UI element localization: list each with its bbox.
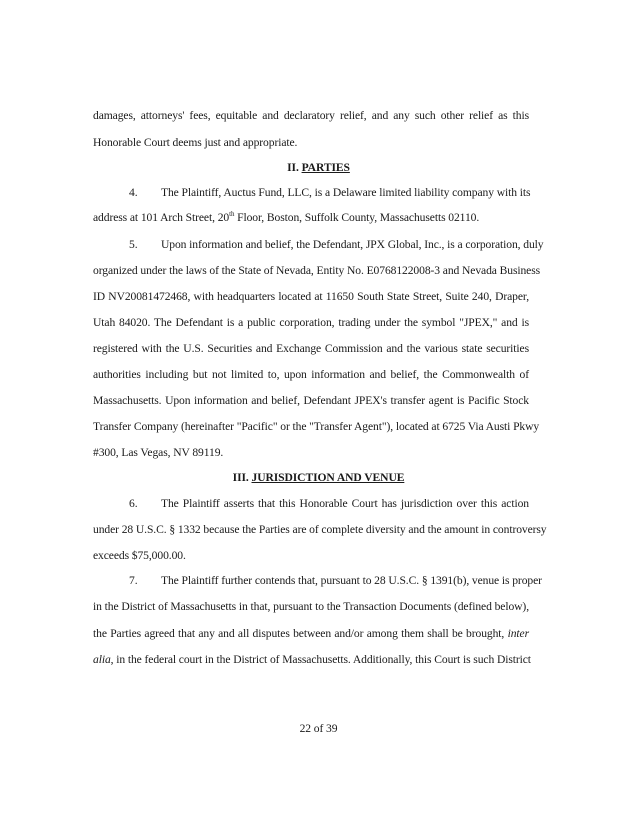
paragraph-number: 5. (129, 238, 138, 251)
intro-line-2: Honorable Court deems just and appropriate. (93, 136, 298, 149)
paragraph-7-line-4: alia, in the federal court in the District of Massachusetts. Additionally, this Court is such District (93, 653, 531, 666)
section-heading-parties (0, 161, 637, 175)
paragraph-5-line-6: authorities including but not limited to, upon information and belief, the Commonwealth of (93, 368, 529, 381)
paragraph-5-line-9: #300, Las Vegas, NV 89119. (93, 446, 224, 459)
page-number: 22 of 39 (299, 722, 338, 735)
paragraph-4-line-1: The Plaintiff, Auctus Fund, LLC, is a Delaware limited liability company with its (161, 186, 531, 199)
section-number: II. (287, 161, 302, 174)
paragraph-6-line-2: under 28 U.S.C. § 1332 because the Parties are of complete diversity and the amount in controversy (93, 523, 547, 536)
paragraph-5-line-2: organized under the laws of the State of Nevada, Entity No. E0768122008-3 and Nevada Business (93, 264, 541, 277)
paragraph-5-line-7: Massachusetts. Upon information and belief, Defendant JPEX's transfer agent is Pacific Stock (93, 394, 529, 407)
section-title: PARTIES (301, 161, 350, 174)
section-heading-jurisdiction (0, 471, 637, 485)
paragraph-5-line-5: registered with the U.S. Securities and Exchange Commission and the various state securities (93, 342, 529, 355)
paragraph-6-line-1: The Plaintiff asserts that this Honorable Court has jurisdiction over this action (161, 497, 529, 510)
paragraph-6-line-3: exceeds $75,000.00. (93, 549, 186, 562)
section-title: JURISDICTION AND VENUE (251, 471, 405, 484)
paragraph-5-line-1: Upon information and belief, the Defendant, JPX Global, Inc., is a corporation, duly (161, 238, 544, 251)
paragraph-4-line-2: address at 101 Arch Street, 20th Floor, Boston, Suffolk County, Massachusetts 02110. (93, 210, 480, 224)
paragraph-5-line-3: ID NV20081472468, with headquarters located at 11650 South State Street, Suite 240, Draper, (93, 290, 529, 303)
paragraph-5-line-4: Utah 84020. The Defendant is a public corporation, trading under the symbol "JPEX," and is (93, 316, 529, 329)
paragraph-7-line-1: The Plaintiff further contends that, pursuant to 28 U.S.C. § 1391(b), venue is proper (161, 574, 542, 587)
paragraph-5-line-8: Transfer Company (hereinafter "Pacific" or the "Transfer Agent"), located at 6725 Via Austi Pkwy (93, 420, 540, 433)
paragraph-7-line-3: the Parties agreed that any and all disputes between and/or among them shall be brought, inter (93, 627, 529, 640)
paragraph-number: 4. (129, 186, 138, 199)
paragraph-7-line-2: in the District of Massachusetts in that, pursuant to the Transaction Documents (defined below), (93, 600, 529, 613)
paragraph-number: 7. (129, 574, 138, 587)
section-number: III. (232, 471, 252, 484)
intro-line-1: damages, attorneys' fees, equitable and declaratory relief, and any such other relief as this (93, 109, 529, 122)
paragraph-number: 6. (129, 497, 138, 510)
